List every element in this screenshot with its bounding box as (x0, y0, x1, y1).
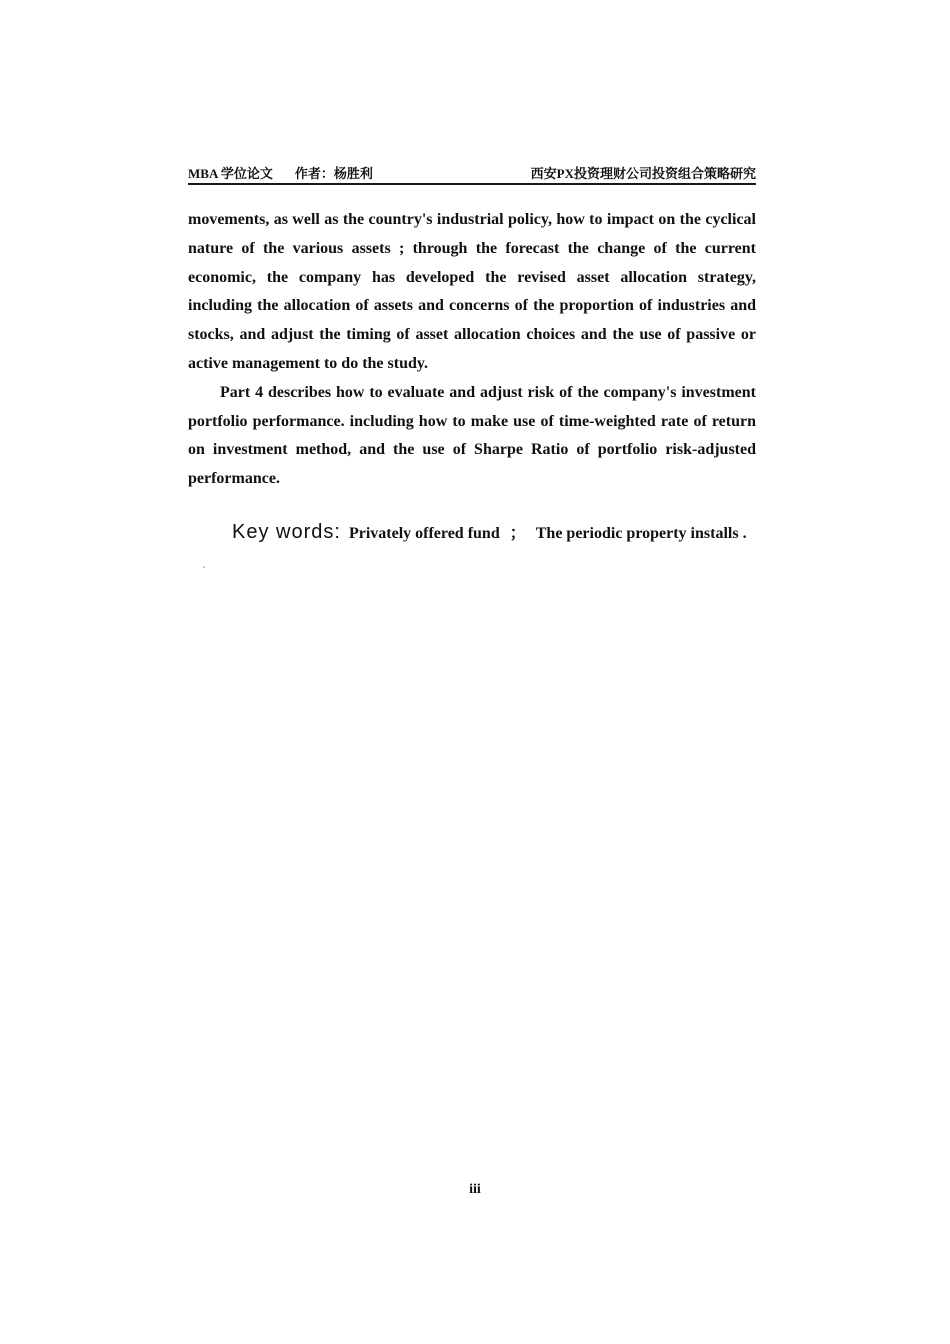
abstract-paragraph-continued: movements, as well as the country's industrial policy, how to impact on the cyclical nature of the various assets ; through the forecast the change of the current economic, the company has developed the revised asset allocation strategy, including the allocation of assets and concerns of the proportion of industries and stocks, and adjust the timing of asset allocation choices and the use of passive or active management to do the study. (188, 211, 756, 372)
abstract-paragraph-part-4: Part 4 describes how to evaluate and adjust risk of the company's investment portfolio performance. including how to make use of time-weighted rate of return on investment method, and the use of Sharpe Ratio of portfolio risk-adjusted performance. (188, 383, 756, 488)
keywords-line (232, 520, 772, 544)
running-header (188, 161, 756, 185)
keywords-label: Key words: (232, 521, 341, 543)
scan-speck (203, 566, 205, 568)
abstract-body (188, 206, 756, 494)
header-author: 作者：杨胜利 (294, 166, 373, 181)
header-degree: MBA 学位论文 (188, 166, 273, 181)
keyword-item: The periodic property installs . (535, 525, 747, 542)
keyword-item: Privately offered fund (348, 525, 500, 542)
header-left (188, 163, 373, 182)
header-thesis-title: 西安PX投资理财公司投资组合策略研究 (530, 166, 756, 181)
page-number: iii (469, 1182, 481, 1197)
keyword-separator: ； (509, 525, 526, 542)
